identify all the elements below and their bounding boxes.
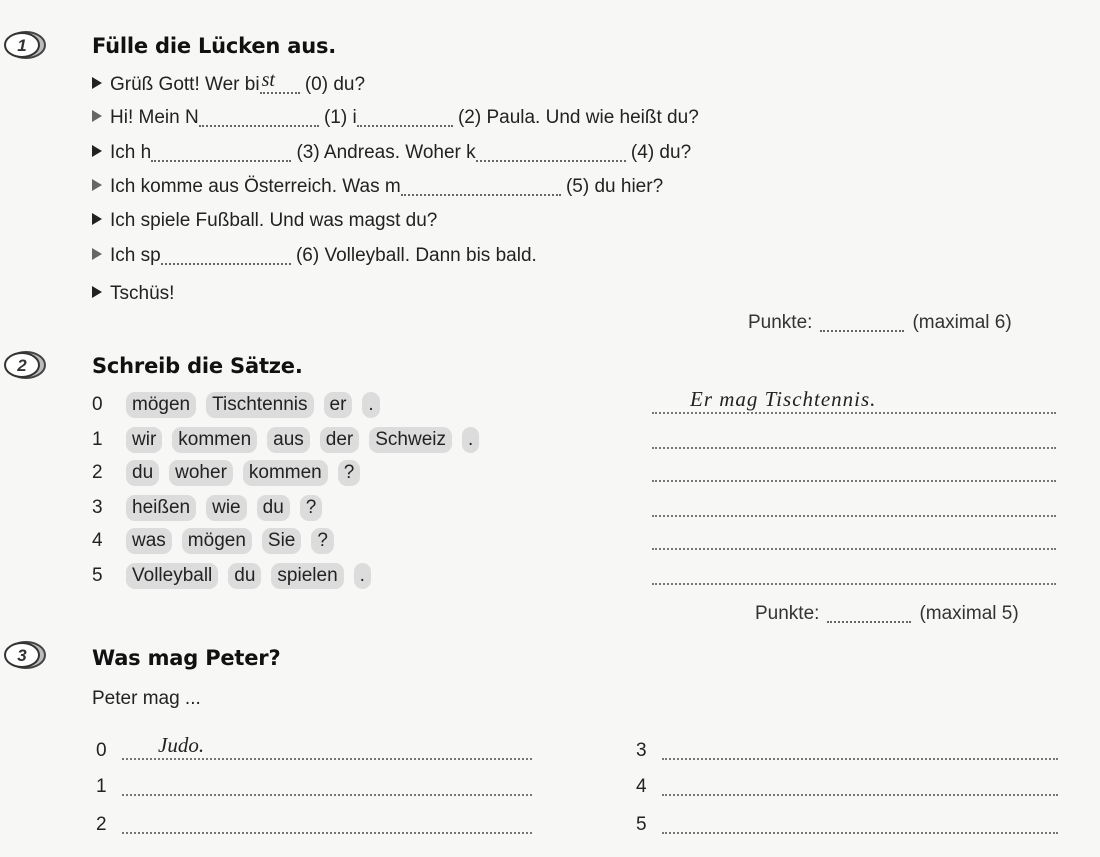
dialog-line: Ich h (3) Andreas. Woher k (4) du? — [92, 142, 691, 164]
word-chip: . — [354, 563, 371, 589]
points-row: Punkte: (maximal 6) — [748, 312, 1012, 333]
points-row: Punkte: (maximal 5) — [755, 603, 1019, 624]
answer-line[interactable] — [652, 493, 1056, 517]
blank-field[interactable] — [199, 107, 319, 127]
word-chip: kommen — [243, 460, 328, 486]
answer-line[interactable] — [652, 458, 1056, 482]
word-chip: Tischtennis — [206, 392, 313, 418]
word-chip: spielen — [271, 563, 343, 589]
blank-field[interactable] — [401, 176, 561, 196]
word-chip: . — [362, 392, 379, 418]
dialog-line: Ich sp (6) Volleyball. Dann bis bald. — [92, 245, 537, 267]
word-chip: mögen — [182, 528, 252, 554]
handwritten-answer: Er mag Tischtennis. — [690, 387, 877, 411]
arrow-icon — [92, 248, 102, 260]
row-number: 5 — [636, 814, 647, 835]
arrow-icon — [92, 110, 102, 122]
word-chip: was — [126, 528, 172, 554]
word-chip: du — [126, 460, 159, 486]
handwritten-answer: Judo. — [158, 733, 205, 757]
row-number: 2 — [96, 814, 107, 835]
row-number: 0 — [96, 740, 107, 761]
exercise-title: Schreib die Sätze. — [92, 354, 303, 378]
handwritten-answer: st — [261, 69, 275, 91]
row-number: 3 — [92, 497, 103, 518]
word-chip: ? — [338, 460, 361, 486]
dialog-line: Grüß Gott! Wer bi st (0) du? — [92, 74, 365, 96]
sentence-row — [92, 528, 344, 554]
word-chip: Volleyball — [126, 563, 218, 589]
dialog-line: Ich spiele Fußball. Und was magst du? — [92, 210, 437, 232]
row-number: 1 — [96, 776, 107, 797]
exercise-title: Fülle die Lücken aus. — [92, 34, 337, 58]
blank-field[interactable] — [476, 142, 626, 162]
row-number: 4 — [92, 530, 103, 551]
word-chip: heißen — [126, 495, 196, 521]
exercise-number: 1 — [17, 36, 27, 55]
exercise-title: Was mag Peter? — [92, 646, 281, 670]
answer-line[interactable] — [122, 810, 532, 834]
answer-line[interactable] — [652, 526, 1056, 550]
exercise-number: 3 — [17, 646, 27, 665]
answer-row — [636, 736, 1058, 762]
arrow-icon — [92, 286, 102, 298]
dialog-line: Tschüs! — [92, 283, 174, 305]
word-chip: aus — [267, 427, 310, 453]
sentence-row — [92, 392, 390, 418]
answer-row — [636, 810, 1058, 836]
blank-field[interactable] — [357, 107, 453, 127]
points-field[interactable] — [827, 603, 911, 623]
sentence-row — [92, 563, 381, 589]
arrow-icon — [92, 179, 102, 191]
sentence-row — [92, 427, 489, 453]
blank-field[interactable] — [151, 142, 291, 162]
sentence-row — [92, 495, 332, 521]
row-number: 3 — [636, 740, 647, 761]
exercise-number: 2 — [17, 356, 27, 375]
answer-line[interactable] — [652, 425, 1056, 449]
answer-row — [96, 772, 532, 798]
word-chip: du — [257, 495, 290, 521]
word-chip: kommen — [172, 427, 257, 453]
answer-line[interactable] — [122, 733, 532, 760]
arrow-icon — [92, 77, 102, 89]
word-chip: mögen — [126, 392, 196, 418]
answer-row — [636, 772, 1058, 798]
word-chip: ? — [311, 528, 334, 554]
word-chip: Sie — [262, 528, 301, 554]
row-number: 2 — [92, 462, 103, 483]
row-number: 5 — [92, 565, 103, 586]
exercise-number-badge — [2, 30, 46, 60]
arrow-icon — [92, 213, 102, 225]
points-field[interactable] — [820, 312, 904, 332]
answer-row — [96, 810, 532, 836]
word-chip: wir — [126, 427, 162, 453]
word-chip: wie — [206, 495, 247, 521]
sentence-row — [92, 460, 370, 486]
row-number: 0 — [92, 394, 103, 415]
answer-line[interactable] — [652, 387, 1056, 414]
exercise-number-badge — [2, 350, 46, 380]
word-chip: . — [462, 427, 479, 453]
answer-line[interactable] — [662, 736, 1058, 760]
answer-line[interactable] — [122, 772, 532, 796]
word-chip: der — [320, 427, 359, 453]
word-chip: woher — [169, 460, 233, 486]
word-chip: du — [228, 563, 261, 589]
word-chip: Schweiz — [369, 427, 452, 453]
dialog-line: Hi! Mein N (1) i (2) Paula. Und wie heißt du? — [92, 107, 699, 129]
exercise-number-badge — [2, 640, 46, 670]
blank-field[interactable] — [260, 69, 300, 94]
word-chip: ? — [300, 495, 323, 521]
answer-line[interactable] — [662, 772, 1058, 796]
answer-line[interactable] — [652, 561, 1056, 585]
word-chip: er — [324, 392, 353, 418]
arrow-icon — [92, 145, 102, 157]
answer-line[interactable] — [662, 810, 1058, 834]
row-number: 4 — [636, 776, 647, 797]
blank-field[interactable] — [161, 245, 291, 265]
answer-row — [96, 733, 532, 762]
dialog-line: Ich komme aus Österreich. Was m (5) du hier? — [92, 176, 663, 198]
row-number: 1 — [92, 429, 103, 450]
intro-text: Peter mag ... — [92, 688, 201, 709]
